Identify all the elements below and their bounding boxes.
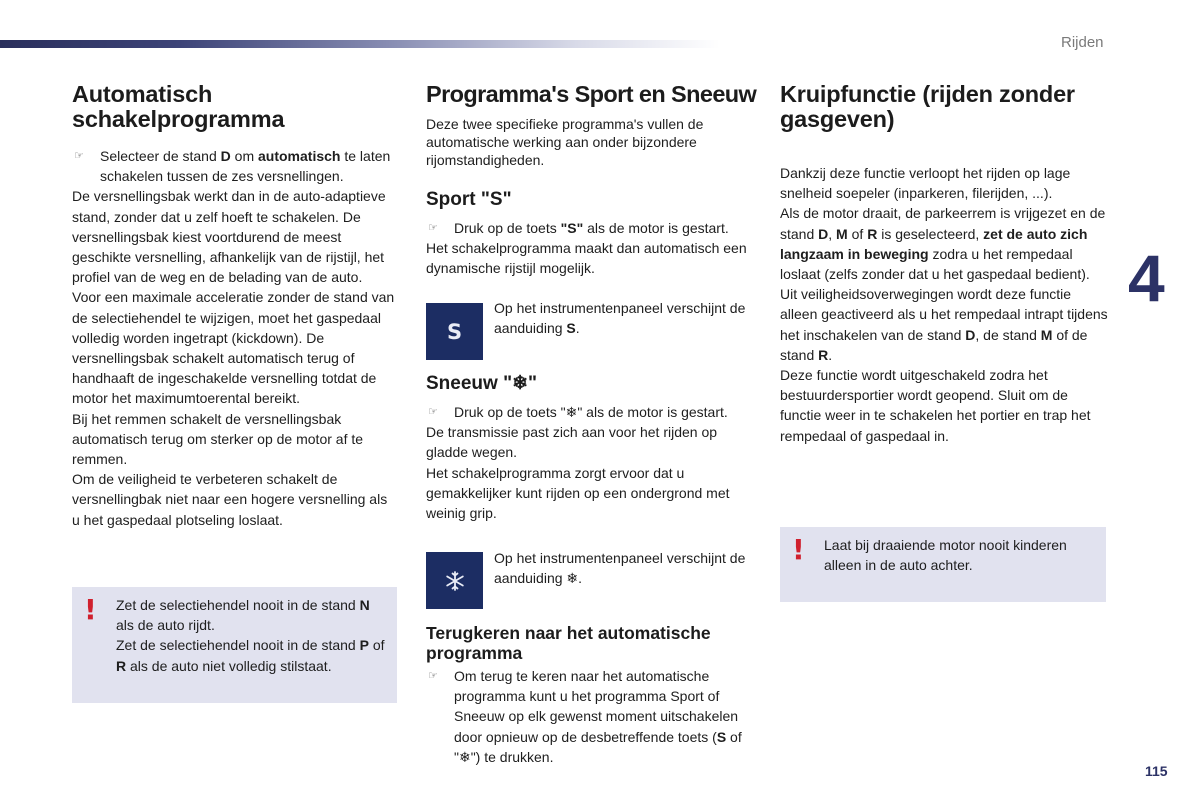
column-programs — [426, 81, 757, 279]
column-creep-function — [780, 82, 1110, 446]
heading-sport: Sport "S" — [426, 189, 512, 210]
chapter-number: 4 — [1128, 241, 1165, 315]
paragraph: Het schakelprogramma zorgt ervoor dat u gemakkelijker kunt rijden op een ondergrond met weinig grip. — [426, 464, 730, 522]
paragraph: Deze functie wordt uitgeschakeld zodra het bestuurdersportier wordt geopend. Sluit om de functie weer in te schakelen het portier en trap het rempedaal of gaspedaal in. — [780, 367, 1091, 444]
column-automatic-shift — [72, 82, 398, 530]
heading-automatic: Automatisch schakelprogramma — [72, 81, 285, 132]
warning-box-children — [780, 527, 1106, 602]
heading-snow: Sneeuw "❄" — [426, 373, 538, 394]
warning-text: Zet de selectiehendel nooit in de stand P of R als de auto niet volledig stilstaat. — [116, 637, 385, 674]
heading-return: Terugkeren naar het automatische programma — [426, 623, 711, 663]
paragraph: Voor een maximale acceleratie zonder de stand van de selectiehendel te wijzigen, moet het gaspedaal volledig worden ingetrapt (kickdown). De versnellingsbak schakelt automatisch terug of handhaaft de ingeschakelde versnelling totdat de motor het maximumtoerental bereikt. — [72, 289, 395, 407]
list-item: ☞ Om terug te keren naar het automatische programma kunt u het programma Sport of Sneeuw op elk gewenst moment uitschakelen door opnieuw op de desbetreffende toets (S of "❄") te drukken. — [428, 668, 742, 765]
snow-section — [426, 373, 754, 523]
warning-icon: ! — [792, 533, 805, 566]
paragraph: De versnellingsbak werkt dan in de auto-adaptieve stand, zonder dat u zelf hoeft te schakelen. De versnellingsbak kiest voortdurend de meest geschikte versnelling, afhankelijk van de rijstijl, het profiel van de weg en de belading van de auto. — [72, 188, 386, 286]
pointing-hand-icon: ☞ — [428, 405, 438, 418]
warning-text: Laat bij draaiende motor nooit kinderen alleen in de auto achter. — [824, 537, 1067, 574]
header-gradient-bar — [0, 40, 720, 48]
heading-programs: Programma's Sport en Sneeuw — [426, 81, 757, 107]
paragraph: Als de motor draait, de parkeerrem is vrijgezet en de stand D, M of R is geselecteerd, zet de auto zich langzaam in beweging zodra u het rempedaal loslaat (zelfs zonder dat u het gaspedaal bedient). — [780, 205, 1106, 283]
pointing-hand-icon: ☞ — [428, 669, 438, 682]
paragraph: Dankzij deze functie verloopt het rijden op lage snelheid soepeler (inparkeren, filerijden, ...). — [780, 165, 1071, 202]
snowflake-icon — [426, 552, 483, 609]
paragraph: De transmissie past zich aan voor het rijden op gladde wegen. — [426, 424, 718, 461]
return-section — [426, 623, 754, 767]
list-item: ☞ Druk op de toets "❄" als de motor is gestart. — [426, 402, 754, 422]
paragraph: Deze twee specifieke programma's vullen de automatische werking aan onder bijzondere rijomstandigheden. — [426, 116, 704, 168]
sport-indicator-icon: S — [426, 303, 483, 360]
warning-text: Zet de selectiehendel nooit in de stand N als de auto rijdt. — [116, 597, 370, 634]
list-item: ☞ Druk op de toets "S" als de motor is gestart. — [426, 218, 754, 238]
paragraph: Om de veiligheid te verbeteren schakelt de versnellingbak niet naar een hogere versnelling als u het gaspedaal plotseling loslaat. — [72, 471, 388, 528]
pointing-hand-icon: ☞ — [428, 221, 438, 234]
warning-icon: ! — [84, 593, 97, 626]
section-title: Rijden — [1061, 34, 1104, 51]
paragraph: Bij het remmen schakelt de versnellingsbak automatisch terug om sterker op de motor af te remmen. — [72, 410, 364, 468]
paragraph: Het schakelprogramma maakt dan automatisch een dynamische rijstijl mogelijk. — [426, 240, 747, 277]
sport-indicator-text: Op het instrumentenpaneel verschijnt de aanduiding S. — [494, 300, 746, 337]
list-item: ☞ Selecteer de stand D om automatisch te laten schakelen tussen de zes versnellingen. — [74, 148, 391, 185]
pointing-hand-icon: ☞ — [74, 149, 84, 162]
heading-creep: Kruipfunctie (rijden zonder gasgeven) — [780, 81, 1075, 132]
warning-box-selector — [72, 587, 397, 703]
paragraph: Uit veiligheidsoverwegingen wordt deze functie alleen geactiveerd als u het rempedaal intrapt tijdens het inschakelen van de stand D, de stand M of de stand R. — [780, 286, 1108, 363]
page-number: 115 — [1145, 763, 1168, 779]
snowflake-glyph — [444, 570, 466, 592]
snow-indicator-text: Op het instrumentenpaneel verschijnt de aanduiding ❄. — [494, 550, 746, 587]
